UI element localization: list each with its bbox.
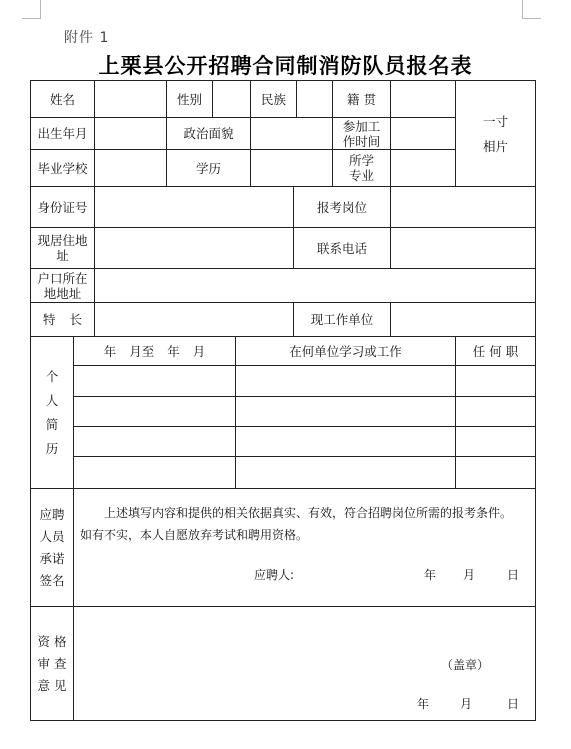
label-gender: 性别 bbox=[176, 91, 202, 107]
resume-row-1-period[interactable] bbox=[74, 366, 235, 396]
label-native-place: 籍 贯 bbox=[347, 91, 376, 107]
pledge-text-line1: 上述填写内容和提供的相关依据真实、有效，符合招聘岗位所需的报考条件。 bbox=[104, 506, 513, 520]
label-major: 所学 专业 bbox=[348, 153, 374, 183]
input-major[interactable] bbox=[391, 150, 455, 186]
resume-row-2-unit[interactable] bbox=[236, 397, 455, 426]
pledge-date-day: 日 bbox=[507, 568, 520, 582]
resume-col-title: 任 何 职 bbox=[472, 343, 519, 359]
pledge-signature-field[interactable] bbox=[297, 562, 412, 584]
input-work-start[interactable] bbox=[391, 118, 455, 149]
input-school[interactable] bbox=[95, 150, 166, 186]
resume-row-4-title[interactable] bbox=[456, 457, 535, 488]
resume-row-3-period[interactable] bbox=[74, 427, 235, 456]
input-ethnicity[interactable] bbox=[297, 81, 332, 117]
review-seal: （盖章） bbox=[441, 658, 490, 672]
label-phone: 联系电话 bbox=[316, 240, 367, 256]
input-id-number[interactable] bbox=[95, 187, 293, 227]
resume-row-4-unit[interactable] bbox=[236, 457, 455, 488]
label-pledge: 应聘 人员 承诺 签名 bbox=[39, 506, 65, 588]
pledge-date-year: 年 bbox=[424, 568, 437, 582]
label-position-applied: 报考岗位 bbox=[316, 199, 367, 215]
input-address[interactable] bbox=[95, 228, 293, 268]
label-address: 现居住地 址 bbox=[37, 233, 88, 263]
input-political-status[interactable] bbox=[251, 118, 332, 149]
pledge-text-line2: 如有不实，本人自愿放弃考试和聘用资格。 bbox=[80, 528, 309, 542]
input-phone[interactable] bbox=[391, 228, 535, 268]
form-title: 上栗县公开招聘合同制消防队员报名表 bbox=[98, 54, 473, 78]
input-specialty[interactable] bbox=[95, 303, 293, 336]
photo-label-line1: 一寸 bbox=[482, 113, 508, 129]
resume-row-3-title[interactable] bbox=[456, 427, 535, 456]
resume-row-2-title[interactable] bbox=[456, 397, 535, 426]
pledge-date-month: 月 bbox=[463, 568, 476, 582]
label-school: 毕业学校 bbox=[37, 160, 88, 176]
photo-label-line2: 相片 bbox=[482, 138, 508, 154]
input-native-place[interactable] bbox=[391, 81, 455, 117]
label-id-number: 身份证号 bbox=[37, 199, 88, 215]
input-name[interactable] bbox=[95, 81, 166, 117]
resume-row-3-unit[interactable] bbox=[236, 427, 455, 456]
review-date-month: 月 bbox=[460, 697, 473, 711]
resume-col-unit: 在何单位学习或工作 bbox=[289, 343, 402, 359]
label-resume: 个 人 简 历 bbox=[45, 368, 59, 456]
label-review: 资 格 审 查 意 见 bbox=[37, 633, 67, 693]
review-date-year: 年 bbox=[417, 697, 430, 711]
label-political-status: 政治面貌 bbox=[183, 126, 234, 141]
review-date-day: 日 bbox=[507, 697, 520, 711]
label-work-start: 参加工 作时间 bbox=[342, 118, 381, 149]
resume-row-1-unit[interactable] bbox=[236, 366, 455, 396]
label-specialty: 特 长 bbox=[43, 312, 82, 327]
input-position-applied[interactable] bbox=[391, 187, 535, 227]
photo-box[interactable] bbox=[456, 81, 535, 186]
label-ethnicity: 民族 bbox=[260, 91, 286, 107]
input-education[interactable] bbox=[251, 150, 332, 186]
input-current-employer[interactable] bbox=[391, 303, 535, 336]
label-current-employer: 现工作单位 bbox=[310, 312, 374, 327]
label-birth-date: 出生年月 bbox=[37, 126, 88, 141]
resume-row-2-period[interactable] bbox=[74, 397, 235, 426]
resume-row-4-period[interactable] bbox=[74, 457, 235, 488]
input-gender[interactable] bbox=[213, 81, 250, 117]
resume-col-period: 年 月至 年 月 bbox=[103, 343, 206, 359]
input-hukou-address[interactable] bbox=[95, 269, 535, 302]
label-education: 学历 bbox=[195, 160, 221, 176]
pledge-applicant-label: 应聘人: bbox=[254, 568, 295, 582]
resume-row-1-title[interactable] bbox=[456, 366, 535, 396]
label-hukou-address: 户口所在 地地址 bbox=[37, 270, 88, 301]
attachment-label: 附件 1 bbox=[64, 30, 110, 46]
input-birth-date[interactable] bbox=[95, 118, 166, 149]
label-name: 姓名 bbox=[49, 91, 75, 107]
